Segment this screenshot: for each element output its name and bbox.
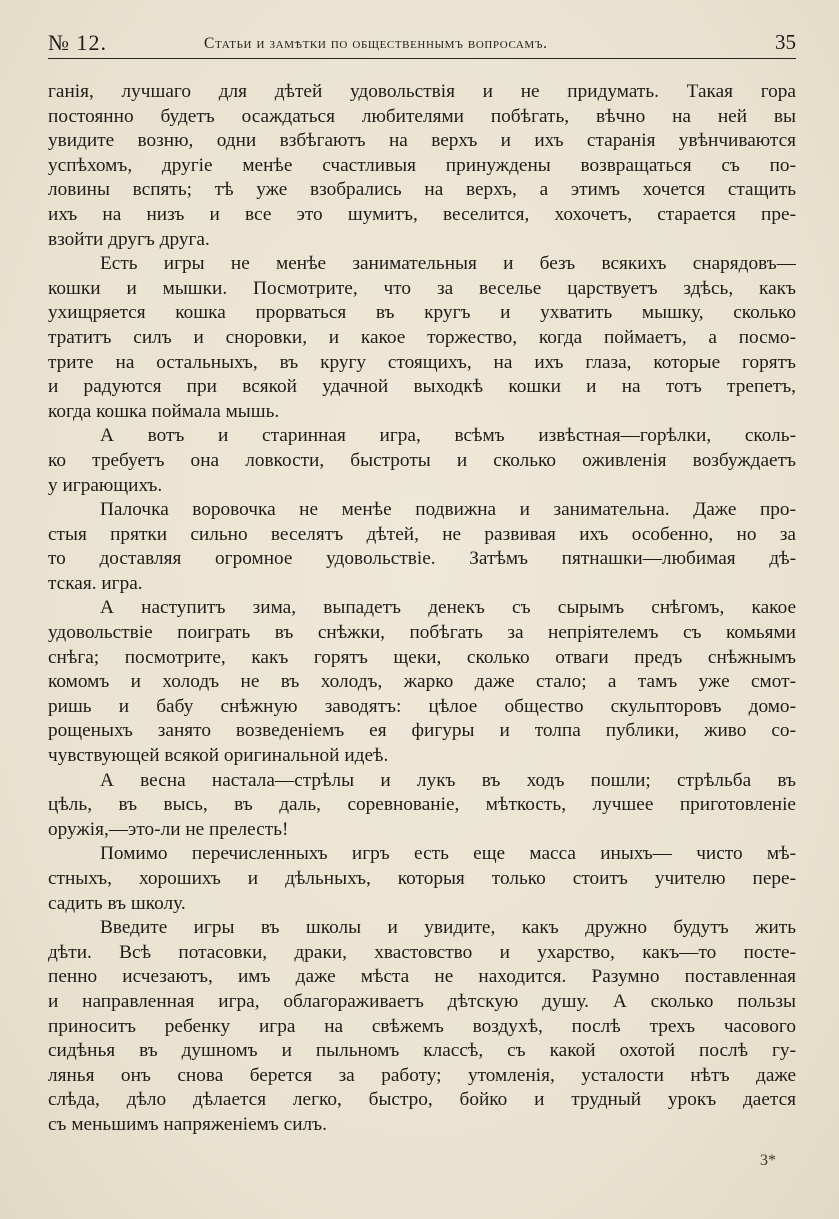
text-line: рощеныхъ занято возведеніемъ ея фигуры и толпа публики, живо со- [48, 720, 796, 742]
text-line: ловины вспять; тѣ уже взобрались на верхъ, а этимъ хочется стащить [48, 179, 796, 201]
text-line: и радуются при всякой удачной выходкѣ кошки и на тотъ трепетъ, [48, 376, 796, 398]
text-line: когда кошка поймала мышь. [48, 400, 280, 422]
text-line: у играющихъ. [48, 474, 163, 496]
text-line: съ меньшимъ напряженіемъ силъ. [48, 1113, 327, 1135]
text-line: взойти другъ друга. [48, 228, 210, 250]
text-line: и направленная игра, облагораживаетъ дѣтскую душу. А сколько пользы [48, 990, 796, 1012]
text-line: постоянно будетъ осаждаться любителями побѣгать, вѣчно на ней вы [48, 105, 796, 127]
text-line: Помимо перечисленныхъ игръ есть еще масса иныхъ— чисто мѣ- [100, 843, 796, 865]
text-line: ко требуетъ она ловкости, быстроты и сколько оживленія возбуждаетъ [48, 449, 796, 471]
text-line: трите на остальныхъ, въ кругу стоящихъ, на ихъ глаза, которые горятъ [48, 351, 796, 373]
text-line: А наступитъ зима, выпадетъ денекъ съ сырымъ снѣгомъ, какое [100, 597, 796, 619]
text-line: комомъ и холодъ не въ холодъ, жарко даже стало; а тамъ уже смот- [48, 671, 796, 693]
text-line: пенно исчезаютъ, имъ даже мѣста не находится. Разумно поставленная [48, 966, 796, 988]
text-line: успѣхомъ, другіе менѣе счастливыя принуждены возвращаться съ по- [48, 154, 796, 176]
text-line: слѣда, дѣло дѣлается легко, быстро, бойко и трудный урокъ дается [48, 1089, 796, 1111]
article-body [48, 80, 796, 1138]
text-line: увидите возню, одни взбѣгаютъ на верхъ и ихъ старанія увѣнчиваются [48, 130, 796, 152]
page-number: 35 [775, 30, 796, 54]
text-line: ганія, лучшаго для дѣтей удовольствія и не придумать. Такая гора [48, 81, 796, 102]
text-line: дѣти. Всѣ потасовки, драки, хвастовство и ухарство, какъ—то посте- [48, 941, 796, 963]
text-line: садить въ школу. [48, 892, 186, 914]
signature-mark: 3* [760, 1152, 776, 1169]
running-header [48, 28, 796, 59]
text-line: тратитъ силъ и сноровки, и какое торжество, когда поймаетъ, а посмо- [48, 326, 796, 348]
text-line: то доставляя огромное удовольствіе. Затѣмъ пятнашки—любимая дѣ- [48, 548, 796, 570]
text-line: удовольствіе поиграть въ снѣжки, побѣгать за непріятелемъ съ комьями [48, 622, 796, 644]
text-line: приноситъ ребенку игра на свѣжемъ воздухѣ, послѣ трехъ часового [48, 1015, 796, 1037]
text-line: тская. игра. [48, 572, 143, 594]
text-line: цѣль, въ высь, въ даль, соревнованіе, мѣткость, лучшее приготовленіе [48, 794, 796, 816]
text-line: лянья онъ снова берется за работу; утомленія, усталости нѣтъ даже [48, 1064, 796, 1086]
text-line: ухищряется кошка прорваться въ кругъ и ухватить мышку, сколько [48, 302, 796, 324]
text-line: А весна настала—стрѣлы и лукъ въ ходъ пошли; стрѣльба въ [100, 769, 796, 791]
section-title: Статьи и замѣтки по общественнымъ вопросамъ. [204, 35, 548, 52]
text-line: ришь и бабу снѣжную заводятъ: цѣлое общество скульпторовъ домо- [48, 695, 796, 717]
text-line: А вотъ и старинная игра, всѣмъ извѣстная—горѣлки, сколь- [100, 425, 796, 447]
text-line: Палочка воровочка не менѣе подвижна и занимательна. Даже про- [100, 499, 796, 521]
text-line: Введите игры въ школы и увидите, какъ дружно будутъ жить [100, 917, 796, 939]
text-line: снѣга; посмотрите, какъ горятъ щеки, сколько отваги предъ снѣжнымъ [48, 646, 796, 668]
text-line: сидѣнья въ душномъ и пыльномъ классѣ, съ какой охотой послѣ гу- [48, 1040, 796, 1062]
text-line: оружія,—это-ли не прелесть! [48, 818, 289, 840]
text-line: стныхъ, хорошихъ и дѣльныхъ, которыя только стоитъ учителю пере- [48, 868, 796, 889]
text-line: чувствующей всякой оригинальной идеѣ. [48, 745, 389, 767]
issue-number: № 12. [48, 30, 107, 55]
text-line: ихъ на низъ и все это шумитъ, веселится, хохочетъ, старается пре- [48, 203, 796, 225]
text-line: кошки и мышки. Посмотрите, что за веселье царствуетъ здѣсь, какъ [48, 277, 796, 299]
text-line: стыя прятки сильно веселятъ дѣтей, не развивая ихъ особенно, но за [48, 523, 796, 545]
text-line: Есть игры не менѣе занимательныя и безъ всякихъ снарядовъ— [100, 253, 796, 275]
